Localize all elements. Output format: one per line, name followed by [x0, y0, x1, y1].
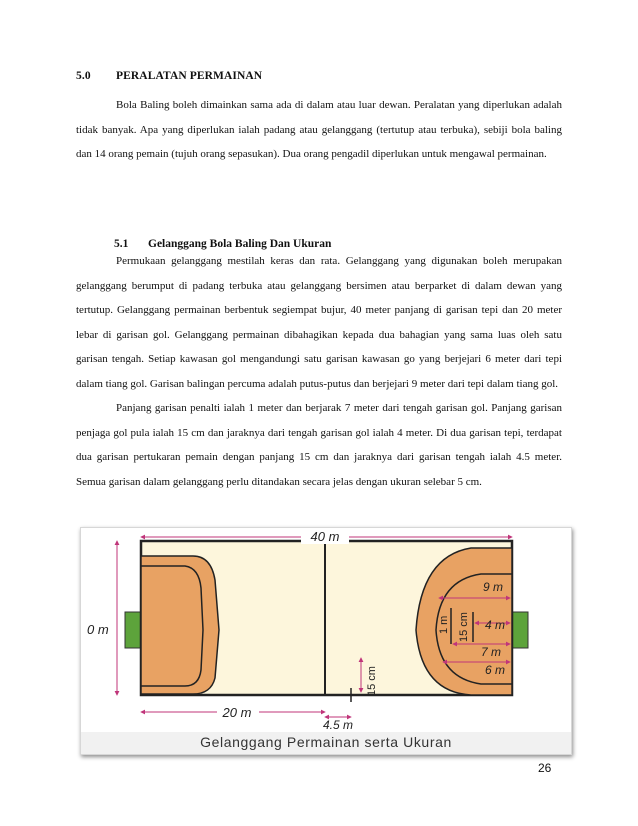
figure-caption: Gelanggang Permainan serta Ukuran	[200, 734, 452, 750]
page-number: 26	[538, 761, 552, 775]
subsection-title: Gelanggang Bola Baling Dan Ukuran	[148, 238, 332, 250]
width-label: 0 m	[87, 622, 109, 637]
sub-distance-label: 4.5 m	[322, 718, 354, 732]
length-label: 40 m	[310, 529, 340, 544]
keeper-distance-label: 4 m	[485, 618, 506, 632]
court-figure	[80, 527, 572, 755]
subsection-number: 5.1	[114, 238, 129, 250]
left-goal-area	[141, 556, 219, 694]
goal-area-label: 6 m	[485, 663, 506, 677]
penalty-line-label: 1 m	[438, 615, 450, 634]
section-paragraph: Bola Baling boleh dimainkan sama ada di dalam atau luar dewan. Peralatan yang diperlukan adalah tidak banyak. Apa yang diperlukan ialah padang atau gelanggang (tertutup atau terbuka), sebiji bola baling dan 14 orang pemain (tujuh orang sepasukan). Dua orang pengadil diperlukan untuk mengawal permainan.	[76, 99, 562, 160]
section-heading	[76, 70, 262, 82]
subsection-paragraph-2: Panjang garisan penalti ialah 1 meter dan berjarak 7 meter dari tengah garisan gol. Panjang garisan penjaga gol pula ialah 15 cm dan jaraknya dari tengah garisan gol ialah 4 meter. Di dua garisan tepi, terdapat dua garisan pertukaran pemain dengan panjang 15 cm dan jaraknya dari garisan tengah ialah 4.5 meter. Semua garisan dalam gelanggang perlu ditandakan secara jelas dengan ukuran selebar 5 cm.	[76, 402, 562, 488]
subsection-paragraph-1: Permukaan gelanggang mestilah keras dan rata. Gelanggang yang digunakan boleh merupakan gelanggang berumput di padang terbuka atau gelanggang bersimen atau berparket di dalam dewan yang tertutup. Gelanggang permainan berbentuk segiempat bujur, 40 meter panjang di garisan tepi dan 20 meter lebar di garisan gol. Gelanggang permainan dibahagikan kepada dua bahagian yang sama luas oleh satu garisan tengah. Setiap kawasan gol mengandungi satu garisan kawasan go yang berjejari 6 meter dari tepi dalam tiang gol. Garisan balingan percuma adalah putus-putus dan berjejari 9 meter dari tepi dalam tiang gol.	[76, 255, 562, 390]
right-goal	[512, 612, 528, 648]
sub-line-label: 15 cm	[366, 666, 378, 696]
section-title: PERALATAN PERMAINAN	[116, 70, 263, 82]
half-label: 20 m	[222, 705, 252, 720]
section-number: 5.0	[76, 70, 91, 82]
free-throw-label: 9 m	[483, 580, 504, 594]
court-diagram	[81, 528, 571, 754]
left-goal	[125, 612, 141, 648]
penalty-distance-label: 7 m	[481, 645, 502, 659]
keeper-line-label: 15 cm	[458, 612, 470, 642]
